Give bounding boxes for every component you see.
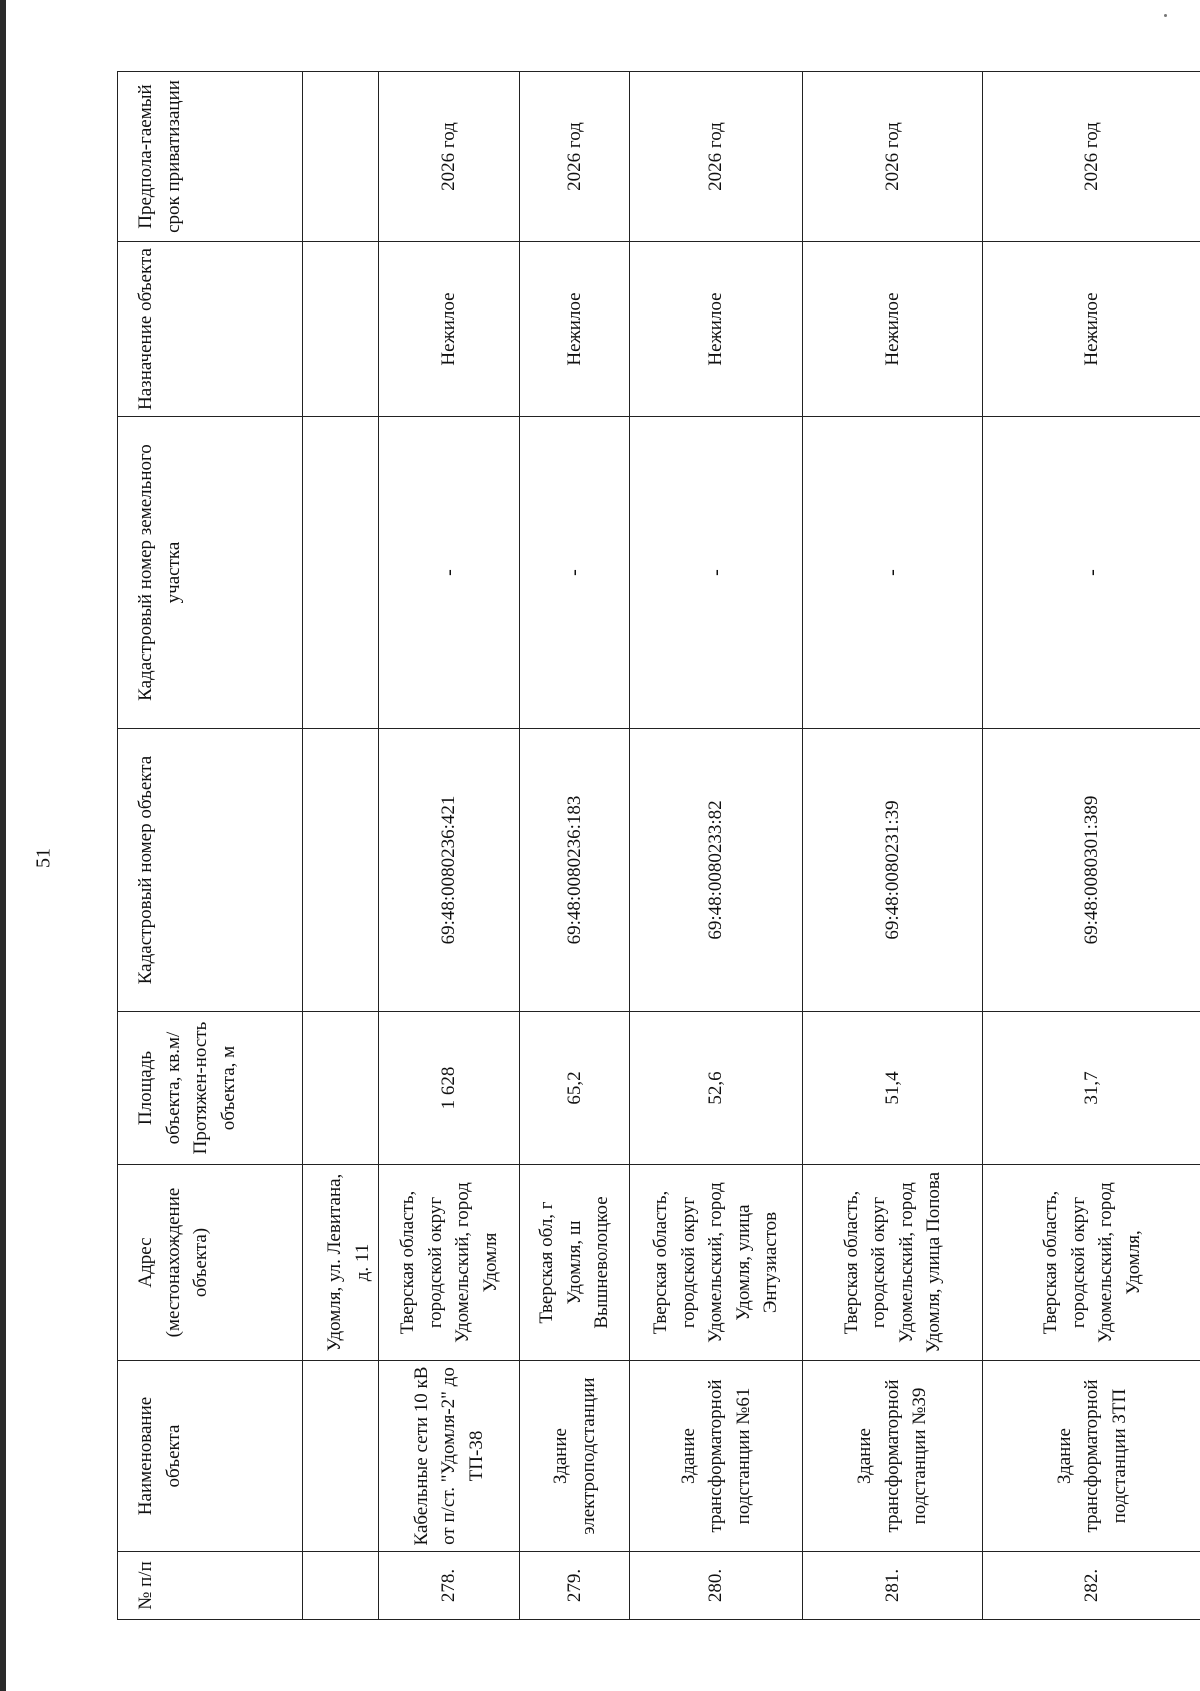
cell-area: 52,6: [630, 1012, 803, 1165]
cell-name: Здание трансформаторной подстанции №61: [630, 1361, 803, 1552]
table-row: [520, 72, 630, 1620]
header-purpose: Назначение объекта: [118, 242, 303, 417]
cell-area: 65,2: [520, 1012, 630, 1165]
cell-term: 2026 год: [520, 72, 630, 242]
table-row: [983, 72, 1200, 1620]
cell-num: 280.: [630, 1552, 803, 1620]
cell-num: 281.: [803, 1552, 983, 1620]
cell-term: 2026 год: [983, 72, 1200, 242]
scan-speck: [1164, 14, 1167, 17]
cell-purpose: [303, 242, 379, 417]
header-address: Адрес (местонахождение объекта): [118, 1165, 303, 1361]
cell-cad-object: [303, 729, 379, 1012]
cell-cad-land: -: [630, 417, 803, 729]
privatization-table: [117, 71, 1200, 1620]
cell-cad-object: 69:48:0080301:389: [983, 729, 1200, 1012]
cell-num: [303, 1552, 379, 1620]
cell-name: Здание электроподстанции: [520, 1361, 630, 1552]
cell-name: Здание трансформаторной подстанции ЗТП: [983, 1361, 1200, 1552]
cell-purpose: Нежилое: [803, 242, 983, 417]
cell-cad-object: 69:48:0080231:39: [803, 729, 983, 1012]
table-header-row: [118, 72, 303, 1620]
cell-term: [303, 72, 379, 242]
cell-term: 2026 год: [630, 72, 803, 242]
cell-address: Тверская область, городской округ Удомельский, город Удомля, улица Попова: [803, 1165, 983, 1361]
cell-purpose: Нежилое: [520, 242, 630, 417]
cell-address: Тверская область, городской округ Удомельский, город Удомля, улица Энтузиастов: [630, 1165, 803, 1361]
table-row-continuation: [303, 72, 379, 1620]
cell-term: 2026 год: [379, 72, 520, 242]
cell-term: 2026 год: [803, 72, 983, 242]
page-number-text: 51: [32, 848, 55, 868]
cell-address: Тверская область, городской округ Удомельский, город Удомля: [379, 1165, 520, 1361]
scan-edge: [0, 0, 6, 1691]
cell-num: 279.: [520, 1552, 630, 1620]
table-row: [803, 72, 983, 1620]
cell-cad-land: -: [379, 417, 520, 729]
cell-area: 31,7: [983, 1012, 1200, 1165]
header-name: Наименование объекта: [118, 1361, 303, 1552]
cell-area: 1 628: [379, 1012, 520, 1165]
cell-cad-object: 69:48:0080236:183: [520, 729, 630, 1012]
cell-purpose: Нежилое: [983, 242, 1200, 417]
header-cad-object: Кадастровый номер объекта: [118, 729, 303, 1012]
rotated-table-wrapper: [117, 72, 1189, 1620]
cell-cad-land: -: [803, 417, 983, 729]
table-row: [379, 72, 520, 1620]
table-row: [630, 72, 803, 1620]
cell-cad-land: -: [520, 417, 630, 729]
cell-purpose: Нежилое: [379, 242, 520, 417]
cell-address: Удомля, ул. Левитана, д. 11: [303, 1165, 379, 1361]
cell-name: Кабельные сети 10 кВ от п/ст. "Удомля-2" до ТП-38: [379, 1361, 520, 1552]
cell-num: 282.: [983, 1552, 1200, 1620]
cell-area: [303, 1012, 379, 1165]
header-area: Площадь объекта, кв.м/ Протяжен-ность объекта, м: [118, 1012, 303, 1165]
header-term: Предпола-гаемый срок приватизации: [118, 72, 303, 242]
cell-address: Тверская область, городской округ Удомельский, город Удомля,: [983, 1165, 1200, 1361]
cell-num: 278.: [379, 1552, 520, 1620]
cell-cad-land: -: [983, 417, 1200, 729]
cell-purpose: Нежилое: [630, 242, 803, 417]
header-num: № п/п: [118, 1552, 303, 1620]
page-number: [32, 838, 56, 878]
cell-name: Здание трансформаторной подстанции №39: [803, 1361, 983, 1552]
cell-address: Тверская обл, г Удомля, ш Вышневолоцкое: [520, 1165, 630, 1361]
cell-name: [303, 1361, 379, 1552]
cell-area: 51,4: [803, 1012, 983, 1165]
cell-cad-object: 69:48:0080233:82: [630, 729, 803, 1012]
cell-cad-object: 69:48:0080236:421: [379, 729, 520, 1012]
cell-cad-land: [303, 417, 379, 729]
header-cad-land: Кадастровый номер земельного участка: [118, 417, 303, 729]
